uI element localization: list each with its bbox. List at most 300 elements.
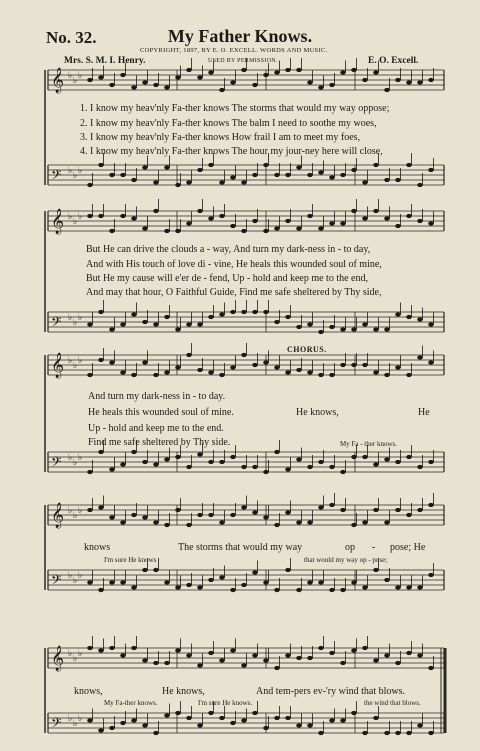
flat-icon: ♭ [78, 313, 83, 323]
note-head [153, 568, 159, 572]
note-head [351, 455, 357, 459]
note-head [318, 170, 324, 174]
note-head [274, 226, 280, 230]
note-head [120, 73, 126, 77]
chorus-hyphen: - [372, 542, 376, 553]
note-head [175, 508, 181, 512]
flat-icon: ♭ [73, 361, 78, 371]
note-head [417, 80, 423, 84]
bass-words-1: My Fa - ther knows. [340, 440, 397, 448]
note-head [395, 224, 401, 228]
note-head [395, 731, 401, 735]
note-head [252, 510, 258, 514]
note-head [164, 85, 170, 89]
note-head [406, 455, 412, 459]
note-head [241, 229, 247, 233]
note-head [142, 320, 148, 324]
note-head [406, 163, 412, 167]
note-head [384, 653, 390, 657]
note-head [340, 508, 346, 512]
note-head [274, 588, 280, 592]
note-head [340, 70, 346, 74]
note-head [230, 224, 236, 228]
note-head [98, 163, 104, 167]
note-head [197, 368, 203, 372]
flat-icon: ♭ [68, 212, 73, 222]
note-head [406, 315, 412, 319]
note-head [230, 310, 236, 314]
flat-icon: ♭ [68, 571, 73, 581]
note-head [340, 327, 346, 331]
note-head [318, 580, 324, 584]
verse-line-9: And turn my dark-ness in - to day. [88, 391, 226, 402]
note-head [406, 731, 412, 735]
note-head [417, 317, 423, 321]
note-head [208, 163, 214, 167]
note-head [252, 219, 258, 223]
bass-clef-icon: 𝄢 [51, 715, 62, 734]
note-head [384, 373, 390, 377]
note-head [241, 718, 247, 722]
note-head [219, 180, 225, 184]
note-head [98, 505, 104, 509]
note-head [373, 658, 379, 662]
note-head [197, 513, 203, 517]
note-head [252, 173, 258, 177]
note-head [131, 373, 137, 377]
note-head [186, 716, 192, 720]
note-head [340, 470, 346, 474]
note-head [186, 583, 192, 587]
note-head [241, 663, 247, 667]
note-head [296, 723, 302, 727]
note-head [285, 467, 291, 471]
note-head [98, 728, 104, 732]
flat-icon: ♭ [78, 506, 83, 516]
note-head [131, 216, 137, 220]
note-head [197, 585, 203, 589]
flat-icon: ♭ [68, 356, 73, 366]
note-head [406, 373, 412, 377]
note-head [98, 648, 104, 652]
flat-icon: ♭ [73, 217, 78, 227]
note-head [329, 325, 335, 329]
verse-line-12: Find me safe sheltered by Thy side. [88, 437, 231, 448]
note-head [285, 315, 291, 319]
bass-words-3: that would my way op - pose; [304, 556, 388, 564]
flat-icon: ♭ [73, 511, 78, 521]
composer-credit: E. O. Excell. [368, 56, 419, 66]
verse-line-10: He heals this wounded soul of mine. [88, 407, 234, 418]
note-head [329, 83, 335, 87]
note-head [285, 653, 291, 657]
note-head [307, 520, 313, 524]
note-head [241, 583, 247, 587]
note-head [428, 573, 434, 577]
note-head [219, 214, 225, 218]
treble-clef-icon: 𝄞 [51, 209, 65, 234]
note-head [428, 168, 434, 172]
note-head [109, 515, 115, 519]
note-head [109, 726, 115, 730]
note-head [153, 373, 159, 377]
note-head [219, 658, 225, 662]
note-head [274, 716, 280, 720]
note-head [417, 723, 423, 727]
note-head [186, 221, 192, 225]
note-head [428, 503, 434, 507]
note-head [120, 721, 126, 725]
note-head [230, 455, 236, 459]
note-head [395, 365, 401, 369]
note-head [296, 226, 302, 230]
note-head [351, 68, 357, 72]
note-head [274, 320, 280, 324]
note-head [131, 718, 137, 722]
note-head [384, 178, 390, 182]
note-head [307, 370, 313, 374]
note-head [362, 455, 368, 459]
author-credit: Mrs. S. M. I. Henry. [64, 56, 146, 66]
note-head [285, 219, 291, 223]
flat-icon: ♭ [78, 71, 83, 81]
note-head [318, 85, 324, 89]
treble-clef-icon: 𝄞 [51, 503, 65, 528]
verse-line-6: And with His touch of love di - vine, He heals this wounded soul of mine, [86, 259, 382, 270]
note-head [329, 465, 335, 469]
flat-icon: ♭ [78, 649, 83, 659]
note-head [142, 723, 148, 727]
note-head [329, 588, 335, 592]
note-head [87, 373, 93, 377]
note-head [120, 653, 126, 657]
note-head [362, 180, 368, 184]
note-head [307, 465, 313, 469]
note-head [175, 75, 181, 79]
note-head [373, 568, 379, 572]
note-head [98, 358, 104, 362]
flat-icon: ♭ [68, 506, 73, 516]
flat-icon: ♭ [78, 212, 83, 222]
chorus-word-knows: knows [84, 542, 111, 553]
bass-words-4: My Fa-ther knows. [104, 699, 158, 707]
note-head [175, 183, 181, 187]
note-head [384, 88, 390, 92]
note-head [428, 666, 434, 670]
note-head [120, 580, 126, 584]
verse-line-5: But He can drive the clouds a - way, And turn my dark-ness in - to day, [86, 244, 371, 255]
note-head [186, 465, 192, 469]
note-head [318, 373, 324, 377]
note-head [373, 508, 379, 512]
note-head [329, 718, 335, 722]
note-head [241, 68, 247, 72]
note-head [230, 588, 236, 592]
note-head [417, 183, 423, 187]
note-head [296, 588, 302, 592]
note-head [175, 327, 181, 331]
note-head [208, 578, 214, 582]
note-head [428, 460, 434, 464]
note-head [175, 648, 181, 652]
note-head [252, 363, 258, 367]
chorus-final-phrase: And tem-pers ev-'ry wind that blows. [256, 686, 405, 697]
note-head [142, 658, 148, 662]
note-head [164, 523, 170, 527]
note-head [263, 515, 269, 519]
note-head [208, 70, 214, 74]
note-head [230, 513, 236, 517]
note-head [175, 585, 181, 589]
note-head [131, 513, 137, 517]
bass-words-6: the wind that blows. [364, 699, 421, 707]
flat-icon: ♭ [68, 166, 73, 176]
bass-clef-icon: 𝄢 [51, 167, 62, 186]
note-head [87, 214, 93, 218]
hymn-title: My Father Knows. [167, 26, 313, 46]
verse-line-2: 2. I know my heav'nly Fa-ther knows The balm I need to soothe my woes, [80, 118, 377, 129]
treble-clef-icon: 𝄞 [51, 68, 65, 93]
note-head [329, 221, 335, 225]
note-head [406, 651, 412, 655]
note-head [87, 718, 93, 722]
note-head [164, 229, 170, 233]
note-head [197, 452, 203, 456]
note-head [208, 216, 214, 220]
note-head [197, 168, 203, 172]
note-head [164, 713, 170, 717]
note-head [142, 360, 148, 364]
note-head [263, 163, 269, 167]
verse-line-8: And may that hour, O Faithful Guide, Find me safe sheltered by Thy side, [86, 287, 382, 298]
note-head [362, 78, 368, 82]
note-head [351, 648, 357, 652]
note-head [252, 711, 258, 715]
note-head [395, 78, 401, 82]
note-head [340, 588, 346, 592]
flat-icon: ♭ [68, 649, 73, 659]
note-head [274, 523, 280, 527]
note-head [395, 661, 401, 665]
note-head [384, 731, 390, 735]
note-head [153, 661, 159, 665]
note-head [362, 585, 368, 589]
note-head [219, 88, 225, 92]
flat-icon: ♭ [73, 318, 78, 328]
flat-icon: ♭ [78, 571, 83, 581]
note-head [384, 216, 390, 220]
note-head [406, 513, 412, 517]
note-head [285, 68, 291, 72]
note-head [98, 214, 104, 218]
note-head [98, 75, 104, 79]
chorus-word-pose: pose; He [390, 542, 426, 553]
note-head [340, 173, 346, 177]
note-head [186, 523, 192, 527]
note-head [417, 653, 423, 657]
note-head [307, 656, 313, 660]
chorus-word-he: He [418, 407, 430, 418]
note-head [241, 505, 247, 509]
note-head [230, 365, 236, 369]
note-head [186, 322, 192, 326]
note-head [164, 165, 170, 169]
note-head [109, 229, 115, 233]
note-head [373, 327, 379, 331]
note-head [406, 214, 412, 218]
note-head [285, 568, 291, 572]
verse-line-4: 4. I know my heav'nly Fa-ther knows The hour my jour-ney here will close, [80, 146, 383, 157]
note-head [395, 312, 401, 316]
note-head [164, 661, 170, 665]
treble-clef-icon: 𝄞 [51, 353, 65, 378]
note-head [285, 510, 291, 514]
note-head [153, 180, 159, 184]
note-head [175, 711, 181, 715]
note-head [384, 578, 390, 582]
note-head [428, 322, 434, 326]
note-head [175, 365, 181, 369]
note-head [230, 175, 236, 179]
note-head [241, 180, 247, 184]
note-head [428, 731, 434, 735]
note-head [142, 165, 148, 169]
note-head [318, 731, 324, 735]
note-head [274, 450, 280, 454]
note-head [87, 646, 93, 650]
note-head [406, 585, 412, 589]
note-head [395, 585, 401, 589]
note-head [131, 450, 137, 454]
note-head [274, 365, 280, 369]
flat-icon: ♭ [78, 453, 83, 463]
note-head [318, 460, 324, 464]
note-head [252, 83, 258, 87]
note-head [373, 370, 379, 374]
flat-icon: ♭ [78, 714, 83, 724]
note-head [87, 183, 93, 187]
note-head [318, 226, 324, 230]
flat-icon: ♭ [68, 453, 73, 463]
note-head [186, 653, 192, 657]
note-head [175, 229, 181, 233]
note-head [307, 173, 313, 177]
note-head [263, 360, 269, 364]
flat-icon: ♭ [73, 719, 78, 729]
note-head [373, 209, 379, 213]
note-head [131, 178, 137, 182]
note-head [142, 515, 148, 519]
note-head [109, 327, 115, 331]
note-head [351, 711, 357, 715]
note-head [362, 363, 368, 367]
note-head [219, 716, 225, 720]
note-head [252, 653, 258, 657]
note-head [417, 585, 423, 589]
note-head [120, 214, 126, 218]
note-head [296, 165, 302, 169]
flat-icon: ♭ [73, 171, 78, 181]
note-head [109, 360, 115, 364]
note-head [164, 315, 170, 319]
note-head [153, 209, 159, 213]
note-head [428, 78, 434, 82]
note-head [307, 80, 313, 84]
note-head [351, 363, 357, 367]
note-head [252, 465, 258, 469]
note-head [263, 229, 269, 233]
note-head [296, 368, 302, 372]
note-head [241, 310, 247, 314]
note-head [329, 651, 335, 655]
note-head [252, 570, 258, 574]
chorus-word-knows-2: knows, [74, 686, 103, 697]
flat-icon: ♭ [73, 458, 78, 468]
note-head [329, 373, 335, 377]
note-head [208, 370, 214, 374]
bass-clef-icon: 𝄢 [51, 572, 62, 591]
note-head [142, 460, 148, 464]
note-head [318, 330, 324, 334]
note-head [109, 467, 115, 471]
copyright-line: COPYRIGHT, 1897, BY E. O. EXCELL. WORDS AND MUSIC. [140, 47, 328, 54]
note-head [208, 460, 214, 464]
note-head [274, 70, 280, 74]
note-head [164, 370, 170, 374]
note-head [87, 508, 93, 512]
note-head [362, 216, 368, 220]
note-head [164, 457, 170, 461]
note-head [197, 322, 203, 326]
note-head [395, 508, 401, 512]
note-head [153, 462, 159, 466]
note-head [329, 175, 335, 179]
note-head [362, 731, 368, 735]
note-head [373, 462, 379, 466]
note-head [109, 646, 115, 650]
note-head [274, 666, 280, 670]
note-head [219, 373, 225, 377]
flat-icon: ♭ [73, 654, 78, 664]
note-head [230, 80, 236, 84]
note-head [230, 648, 236, 652]
note-head [252, 310, 258, 314]
chorus-word-he-knows: He knows, [296, 407, 339, 418]
note-head [208, 315, 214, 319]
flat-icon: ♭ [73, 576, 78, 586]
bass-clef-icon: 𝄢 [51, 454, 62, 473]
note-head [296, 457, 302, 461]
note-head [318, 505, 324, 509]
bass-words-2: I'm sure He knows [104, 556, 157, 564]
note-head [98, 588, 104, 592]
chorus-label: CHORUS. [287, 345, 327, 354]
note-head [428, 221, 434, 225]
note-head [296, 656, 302, 660]
note-head [120, 173, 126, 177]
note-head [296, 68, 302, 72]
permission-note: USED BY PERMISSION. [208, 58, 278, 64]
note-head [219, 460, 225, 464]
verse-line-7: But He my cause will e'er de - fend, Up - hold and keep me to the end, [86, 273, 368, 284]
note-head [109, 83, 115, 87]
note-head [219, 575, 225, 579]
note-head [153, 83, 159, 87]
note-head [340, 718, 346, 722]
note-head [340, 661, 346, 665]
note-head [362, 322, 368, 326]
note-head [109, 580, 115, 584]
